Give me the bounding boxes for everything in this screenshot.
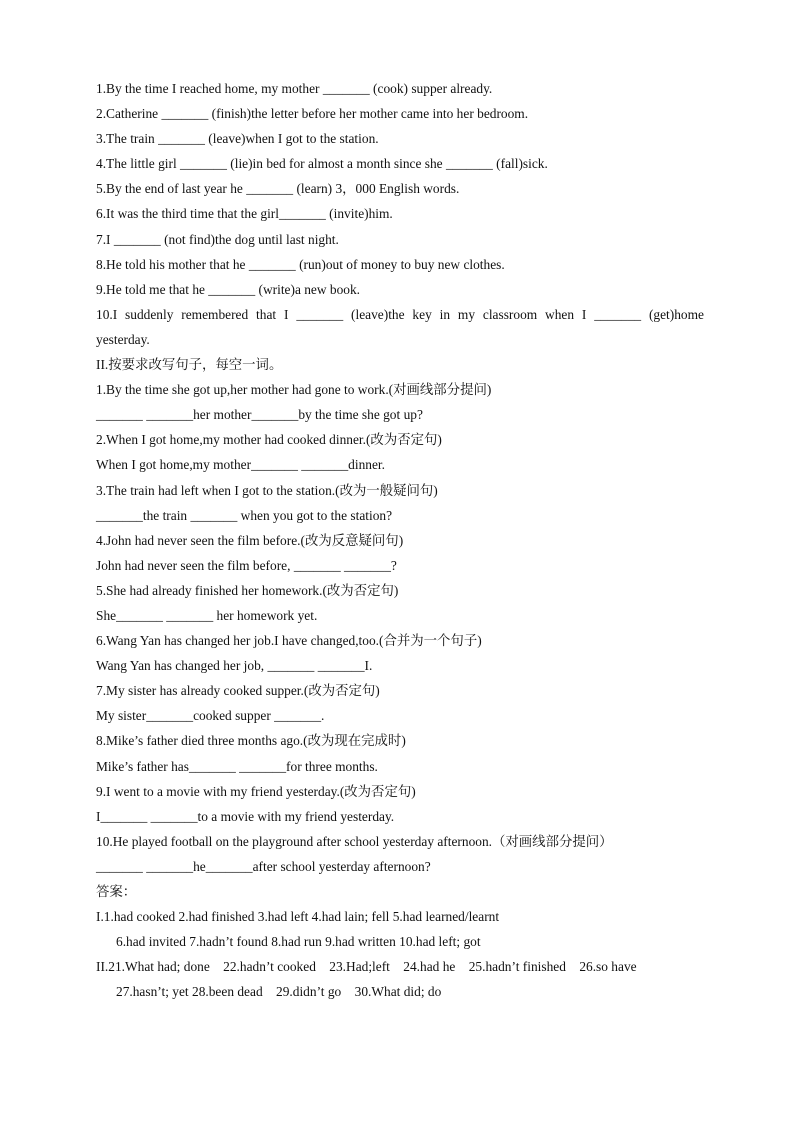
part1-question-2: 2.Catherine _______ (finish)the letter before her mother came into her bedroom.	[96, 106, 529, 122]
part2-question-9: 9.I went to a movie with my friend yesterday.(改为否定句)	[96, 783, 416, 799]
part2-question-1: 1.By the time she got up,her mother had gone to work.(对画线部分提问)	[96, 382, 492, 398]
answers-part1-line-1: I.1.had cooked 2.had finished 3.had left 4.had lain; fell 5.had learned/learnt	[96, 909, 500, 925]
part2-answer-line-2: When I got home,my mother_______ _______dinner.	[96, 457, 385, 473]
part1-question-1: 1.By the time I reached home, my mother _______ (cook) supper already.	[96, 81, 493, 96]
part1-question-10-line-1: 10.I suddenly remembered that I _______ (leave)the key in my classroom when I _______ (get)home	[96, 306, 704, 322]
part2-answer-line-10: _______ _______he_______after school yesterday afternoon?	[96, 858, 431, 874]
answers-part2-line-2: 27.hasn’t; yet 28.been dead 29.didn’t go 30.What did; do	[116, 984, 442, 1000]
part2-question-5: 5.She had already finished her homework.(改为否定句)	[96, 582, 399, 598]
part2-question-6: 6.Wang Yan has changed her job.I have changed,too.(合并为一个句子)	[96, 633, 482, 649]
part2-question-3: 3.The train had left when I got to the station.(改为一般疑问句)	[96, 482, 438, 498]
worksheet	[96, 76, 704, 1004]
part1-question-10-line-2: yesterday.	[96, 331, 150, 347]
part2-question-4: 4.John had never seen the film before.(改为反意疑问句)	[96, 532, 404, 548]
part2-question-7: 7.My sister has already cooked supper.(改为否定句)	[96, 683, 380, 699]
part1-question-8: 8.He told his mother that he _______ (run)out of money to buy new clothes.	[96, 256, 505, 272]
part1-question-5: 5.By the end of last year he _______ (learn) 3，000 English words.	[96, 181, 460, 197]
part2-answer-line-8: Mike’s father has_______ _______for three months.	[96, 758, 378, 774]
part2-answer-line-1: _______ _______her mother_______by the time she got up?	[96, 407, 423, 423]
part1-question-6: 6.It was the third time that the girl_______ (invite)him.	[96, 206, 393, 222]
part2-question-8: 8.Mike’s father died three months ago.(改为现在完成时)	[96, 733, 406, 749]
answers-heading: 答案：	[96, 884, 137, 899]
part2-answer-line-7: My sister_______cooked supper _______.	[96, 708, 325, 724]
part2-answer-line-5: She_______ _______ her homework yet.	[96, 607, 318, 623]
part1-question-4: 4.The little girl _______ (lie)in bed for almost a month since she _______ (fall)sick.	[96, 156, 548, 172]
answers-part2-line-1: II.21.What had; done 22.hadn’t cooked 23.Had;left 24.had he 25.hadn’t finished 26.so have	[96, 959, 637, 975]
part2-answer-line-6: Wang Yan has changed her job, _______ _______I.	[96, 658, 373, 674]
answers-part1-line-2: 6.had invited 7.hadn’t found 8.had run 9.had written 10.had left; got	[116, 934, 481, 950]
part1-question-7: 7.I _______ (not find)the dog until last night.	[96, 231, 339, 247]
part1-question-3: 3.The train _______ (leave)when I got to the station.	[96, 131, 379, 147]
part2-answer-line-9: I_______ _______to a movie with my friend yesterday.	[96, 808, 395, 824]
part2-heading: II.按要求改写句子，每空一词。	[96, 357, 283, 373]
part2-question-10: 10.He played football on the playground after school yesterday afternoon.（对画线部分提问）	[96, 833, 613, 849]
part2-answer-line-3: _______the train _______ when you got to the station?	[96, 507, 393, 523]
part2-question-2: 2.When I got home,my mother had cooked dinner.(改为否定句)	[96, 432, 442, 448]
part2-answer-line-4: John had never seen the film before, _______ _______?	[96, 557, 397, 573]
part1-question-9: 9.He told me that he _______ (write)a new book.	[96, 281, 361, 297]
